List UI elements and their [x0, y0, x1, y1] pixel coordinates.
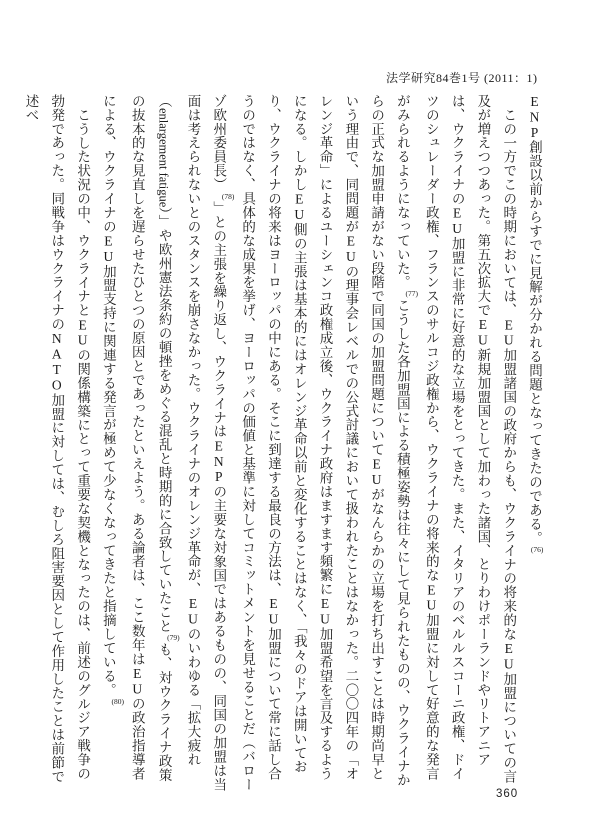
journal-running-header: 法学研究84巻1号 (2011：1)	[386, 71, 538, 85]
paragraph	[18, 94, 95, 794]
text-run: も、対ウクライナ政策の抜本的な見直しを遅らせたひとつの原因とであったといえよう。ある論者は、ここ数年は	[129, 94, 172, 783]
text-run: の関係構築にとって重要な契機となったのは、前述のグルジア戦争の勃発であった。同戦争はウクライナの	[49, 94, 91, 781]
text-run: 加盟に対して好意的な発言がみられるようになっていた。	[394, 94, 439, 781]
paragraph	[521, 94, 547, 794]
text-run: 」との主張を繰り返し、ウクライナは	[211, 201, 227, 439]
text-run: EU	[501, 640, 517, 672]
text-run: この一方でこの時期においては、	[501, 107, 517, 317]
text-run: ENP	[527, 94, 542, 141]
text-run: の理事会レベルでの公式討議において扱われたことはなかった。二〇〇四年の「オレンジ革命」によるユーシェンコ政権成立後、ウクライナ政府はますます頻繁に	[317, 94, 359, 781]
text-run: ）」や欧州憲法条約の頓挫をめぐる混乱と時期的に合致していたこと	[156, 207, 172, 634]
text-run: EU	[129, 665, 145, 697]
text-run: のいわゆる「拡大疲れ（	[156, 94, 201, 767]
footnote-marker: (76)	[530, 544, 544, 554]
text-run: EU	[343, 233, 359, 265]
text-run: enlargement fatigue	[156, 107, 171, 208]
text-run: EU	[449, 205, 465, 237]
footnote-marker: (79)	[167, 633, 180, 643]
footnote-marker: (80)	[111, 696, 124, 706]
text-run: ENP	[211, 438, 227, 485]
text-run: 加盟についての言及が増えつつあった。第五次拡大で	[475, 94, 517, 784]
footnote-marker: (77)	[405, 289, 419, 299]
text-run: 加盟希望を言及するようになる。しかし	[291, 94, 333, 781]
paragraph	[95, 94, 521, 794]
text-run: EU	[75, 316, 91, 348]
text-run: EU	[423, 582, 439, 614]
text-run: の主要な対象国ではあるものの、同国の加盟は当面は考えられないとのスタンスを崩さなかった。ウクライナのオレンジ革命が、	[185, 94, 227, 792]
footnote-marker: (78)	[221, 191, 235, 201]
text-run: 加盟について常に話し合うのではなく、具体的な成果を挙げ、ヨーロッパの価値と基準に対してコミットメントを見せることだ（バローゾ欧州委員長）	[211, 94, 281, 792]
text-run: がなんらかの立場を打ち出すことは時期尚早という理由で、同問題が	[343, 94, 385, 781]
text-run: 加盟に対しては、むしろ阻害要因として作用したことは前節で述べ	[23, 94, 65, 784]
page-number: 360	[496, 788, 519, 800]
text-run: NATO	[49, 331, 65, 393]
text-run: EU	[475, 317, 491, 349]
text-run: 側の主張は基本的にはオレンジ革命以前と変化することはなく、「我々のドアは開いており、ウクライナの将来はヨーロッパの中にある。そこに到達する最良の方法は、	[265, 94, 307, 774]
text-run: 創設以前からすでに見解が分かれる問題となってきたのである。	[527, 140, 542, 545]
text-run: 加盟支持に関連する発言が極めて少なくなってきたと指摘している。	[100, 264, 116, 697]
text-run: こうした各加盟国による積極姿勢は往々にして見られたものの、ウクライナからの正式な加盟申請がない段階で同国の加盟問題について	[369, 94, 410, 788]
text-run: 新規加盟国として加わった諸国、とりわけポーランドやリトアニアは、ウクライナの	[449, 94, 491, 767]
text-run: の政治指導者による、ウクライナの	[100, 94, 145, 781]
text-run: EU	[369, 456, 385, 488]
text-run: EU	[100, 233, 116, 265]
article-body	[18, 94, 547, 794]
text-run: 加盟諸国の政府からも、ウクライナの将来的な	[501, 347, 517, 641]
text-run: EU	[265, 596, 281, 628]
text-run: 加盟に非常に好意的な立場をとってきた。また、イタリアのベルルスコーニ政権、ドイツのシュレーダー政権、フランスのサルコジ政権から、ウクライナの将来的な	[423, 94, 465, 781]
text-run: EU	[501, 316, 517, 348]
text-run: EU	[185, 596, 201, 628]
text-run: EU	[317, 596, 333, 628]
text-run: こうした状況の中、ウクライナと	[75, 107, 91, 317]
text-run: EU	[291, 191, 307, 223]
